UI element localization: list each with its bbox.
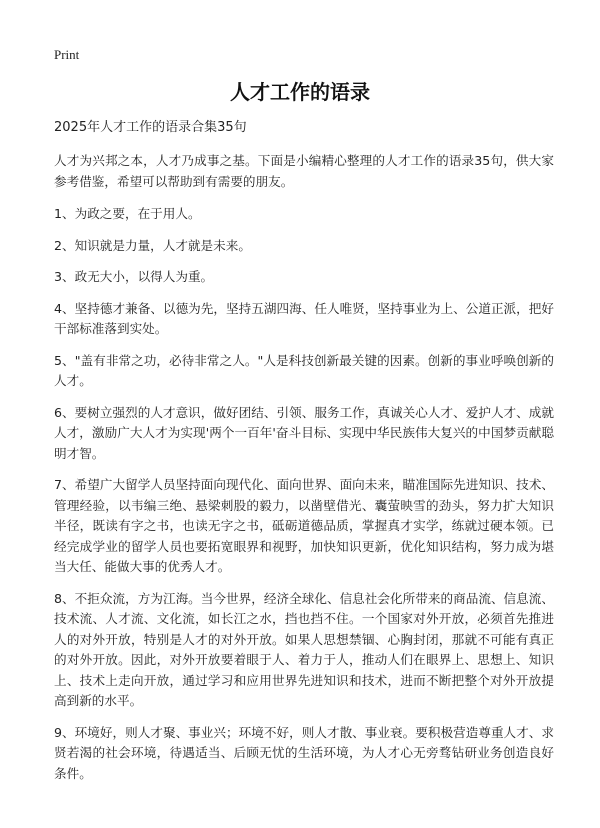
quote-item-7: 7、希望广大留学人员坚持面向现代化、面向世界、面向未来，瞄准国际先进知识、技术、管理经验，以韦编三绝、悬梁刺股的毅力，以凿壁借光、囊萤映雪的劲头，努力扩大知识半径，既读有字之书，也读无字之书，砥砺道德品质，掌握真才实学，练就过硬本领。已经完成学业的留学人员也要拓宽眼界和视野，加快知识更新，优化知识结构，努力成为堪当大任、能做大事的优秀人才。 — [54, 477, 554, 574]
quote-item-3: 3、政无大小，以得人为重。 — [54, 269, 214, 284]
quote-item-4: 4、坚持德才兼备、以德为先，坚持五湖四海、任人唯贤，坚持事业为上、公道正派，把好干部标准落到实处。 — [54, 300, 554, 336]
print-link[interactable]: Print — [54, 47, 80, 62]
quote-item-6: 6、要树立强烈的人才意识，做好团结、引领、服务工作，真诚关心人才、爱护人才、成就人才，激励广大人才为实现'两个一百年'奋斗目标、实现中华民族伟大复兴的中国梦贡献聪明才智。 — [54, 404, 554, 461]
quote-item-2: 2、知识就是力量，人才就是未来。 — [54, 237, 251, 253]
quote-item-9: 9、环境好，则人才聚、事业兴；环境不好，则人才散、事业衰。要积极营造尊重人才、求贤若渴的社会环境，待遇适当、后顾无忧的生活环境，为人才心无旁骛钻研业务创造良好条件。 — [54, 724, 554, 781]
quote-item-8: 8、不拒众流，方为江海。当今世界，经济全球化、信息社会化所带来的商品流、信息流、技术流、人才流、文化流，如长江之水，挡也挡不住。一个国家对外开放，必须首先推进人的对外开放，特别是人才的对外开放。如果人思想禁锢、心胸封闭，那就不可能有真正的对外开放。因此，对外开放要着眼于人、着力于人，推动人们在眼界上、思想上、知识上、技术上走向开放，通过学习和应用世界先进知识和技术，进而不断把整个对外开放提高到新的水平。 — [54, 590, 554, 708]
intro-paragraph: 人才为兴邦之本，人才乃成事之基。下面是小编精心整理的人才工作的语录35句，供大家参考借鉴，希望可以帮助到有需要的朋友。 — [54, 153, 554, 189]
quote-item-5: 5、"盖有非常之功，必待非常之人。"人是科技创新最关键的因素。创新的事业呼唤创新的人才。 — [54, 352, 554, 388]
document-subtitle: 2025年人才工作的语录合集35句 — [54, 120, 247, 135]
quote-item-1: 1、为政之要，在于用人。 — [54, 206, 201, 221]
document-body — [54, 118, 554, 795]
page-title: 人才工作的语录 — [230, 80, 370, 104]
